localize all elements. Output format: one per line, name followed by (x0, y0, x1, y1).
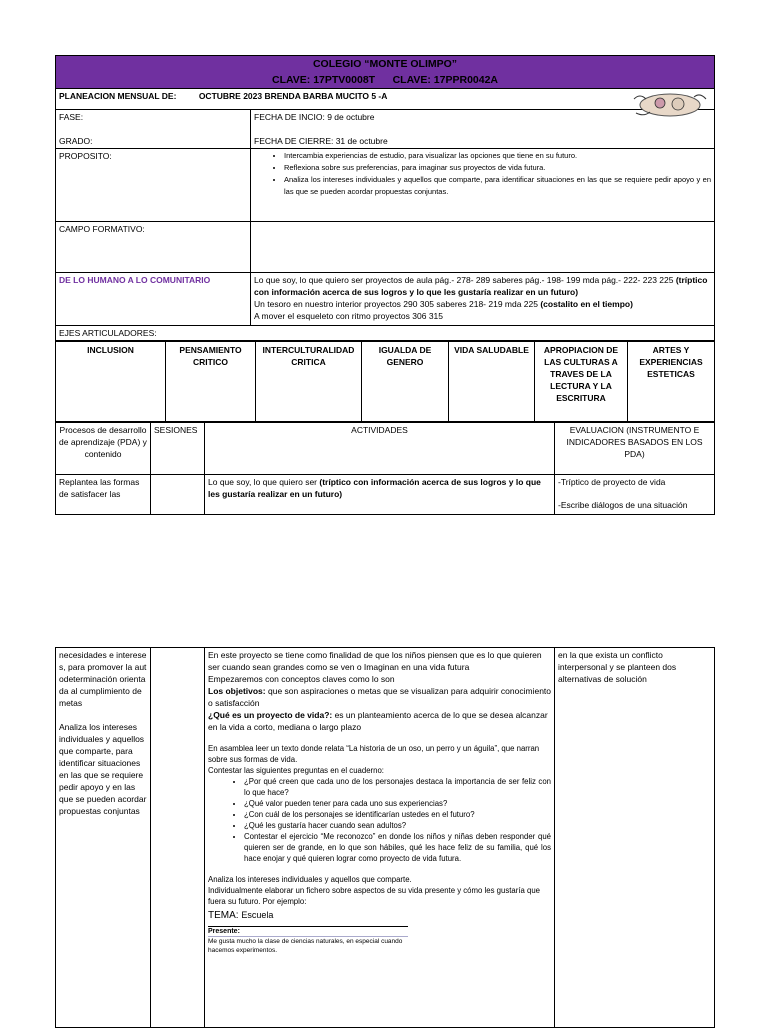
logo-icon (630, 91, 710, 119)
page-1 (55, 55, 714, 515)
tema-label: TEMA: (208, 910, 239, 921)
planning-table (55, 55, 715, 341)
activities-table (55, 422, 715, 515)
col-pda: Procesos de desarrollo de aprendizaje (PDA) y contenido (56, 423, 151, 475)
act-paragraph: Analiza los intereses individuales y aquellos que comparte. (208, 875, 412, 884)
question-item: • Contestar el ejercicio “Me reconozco” en donde los niños y niñas deben responder qué quieren ser de grande, en lo que son hábiles, qué les hace feliz de su familia, qué los hace enojar y qué quieren lograr como proyecto de vida futura. (244, 831, 551, 864)
school-name: COLEGIO “MONTE OLIMPO” (312, 58, 458, 70)
eval-item: -Escribe diálogos de una situación (558, 500, 688, 510)
page2-pda (56, 648, 151, 1028)
page2-sesiones (151, 648, 205, 1028)
campo-label: CAMPO FORMATIVO: (56, 222, 251, 273)
eval-item: -Tríptico de proyecto de vida (558, 477, 666, 487)
fecha-cierre: FECHA DE CIERRE: 31 de octubre (254, 136, 388, 146)
plan-value: OCTUBRE 2023 BRENDA BARBA MUCITO 5 -A (198, 91, 388, 101)
presente-label: Presente: (208, 928, 240, 935)
page-2 (55, 647, 714, 1028)
eje-interculturalidad: INTERCULTURALIDAD CRITICA (256, 342, 362, 422)
act-paragraph: Contestar las siguientes preguntas en el cuaderno: (208, 766, 384, 775)
pda-text: Analiza los intereses individuales y aquellos que comparte, para identificar situaciones en las que se requiere pedir apoyo y en las que se pueden acordar propuestas conjuntas (59, 722, 147, 816)
page2-evaluacion: en la que exista un conflicto interpersonal y se planteen dos alternativas de solución (555, 648, 715, 1028)
proposito-cell (251, 149, 715, 222)
page2-actividades (205, 648, 555, 1028)
question-item: • ¿Con cuál de los personajes se identificarían ustedes en el futuro? (244, 809, 551, 820)
objetivos-def (208, 685, 551, 709)
row1-sesiones (151, 475, 205, 515)
fase-cell (56, 110, 251, 149)
presente-text: Me gusta mucho la clase de ciencias naturales, en especial cuando hacemos experimentos. (208, 936, 408, 955)
row1-evaluacion (555, 475, 715, 515)
proposito-label: PROPOSITO: (56, 149, 251, 222)
proposito-item: • Reflexiona sobre sus preferencias, para imaginar sus proyectos de vida futura. (284, 162, 711, 174)
act-paragraph: En este proyecto se tiene como finalidad de que los niños piensen que es lo que quieren ser cuando sean grandes como se ven o Imaginan en una vida futura (208, 650, 542, 672)
row1-pda: Replantea las formas de satisfacer las (56, 475, 151, 515)
school-keys: CLAVE: 17PTV0008T CLAVE: 17PPR0042A (271, 74, 499, 86)
row1-act-b: (tríptico con información acerca de sus logros y lo que les gustaría realizar en un futuro) (208, 477, 541, 499)
humano-line3: A mover el esqueleto con ritmo proyectos 306 315 (254, 311, 443, 321)
eje-pensamiento: PENSAMIENTO CRITICO (166, 342, 256, 422)
proposito-item: • Analiza los intereses individuales y aquellos que comparte, para identificar situaciones en las que se requiere pedir apoyo y en las que se pueden acordar propuestas conjuntas. (284, 174, 711, 198)
objetivos-text: que son aspiraciones o metas que se visualizan para adquirir conocimiento o satisfacción (208, 686, 552, 708)
grado-label: GRADO: (59, 136, 93, 146)
proposito-list (254, 150, 711, 198)
humano-cell (251, 273, 715, 326)
question-item: • ¿Qué les gustaría hacer cuando sean adultos? (244, 820, 551, 831)
ejes-label: EJES ARTICULADORES: (56, 326, 715, 341)
act-paragraph: Individualmente elaborar un fichero sobre aspectos de su vida presente y cómo les gustaría que fuera su futuro. Por ejemplo: (208, 886, 540, 906)
humano-line2b: (costalito en el tiempo) (540, 299, 633, 309)
fase-label: FASE: (59, 112, 84, 122)
act-paragraph: Empezaremos con conceptos claves como lo son (208, 674, 395, 684)
proposito-item: • Intercambia experiencias de estudio, para visualizar las opciones que tiene en su futuro. (284, 150, 711, 162)
objetivos-label: Los objetivos: (208, 686, 266, 696)
eje-inclusion: INCLUSION (56, 342, 166, 422)
row1-act-a: Lo que soy, lo que quiero ser (208, 477, 320, 487)
question-item: • ¿Por qué creen que cada uno de los personajes destaca la importancia de ser feliz con lo que hace? (244, 776, 551, 798)
example-card (208, 909, 408, 955)
humano-line1b: (tríptico con información acerca de sus logros y lo que les gustaría realizar en un futuro) (254, 275, 708, 297)
plan-row (56, 89, 715, 110)
row1-actividades (205, 475, 555, 515)
proyecto-label: ¿Qué es un proyecto de vida?: (208, 710, 333, 720)
proyecto-text: es un planteamiento acerca de lo que se desea alcanzar en la vida a corto, mediana o largo plazo (208, 710, 548, 732)
humano-label: DE LO HUMANO A LO COMUNITARIO (56, 273, 251, 326)
fecha-inicio: FECHA DE INCIO: 9 de octubre (254, 112, 375, 122)
eje-apropiacion: APROPIACION DE LAS CULTURAS A TRAVES DE LA LECTURA Y LA ESCRITURA (535, 342, 628, 422)
act-paragraph: En asamblea leer un texto donde relata “La historia de un oso, un perro y un águila”, que narran sobre sus formas de vida. (208, 744, 540, 764)
eje-vida-saludable: VIDA SALUDABLE (449, 342, 535, 422)
col-evaluacion: EVALUACION (INSTRUMENTO E INDICADORES BASADOS EN LOS PDA) (555, 423, 715, 475)
plan-label: PLANEACION MENSUAL DE: (59, 91, 177, 101)
school-header (56, 56, 715, 89)
col-actividades: ACTIVIDADES (205, 423, 555, 475)
eje-artes: ARTES Y EXPERIENCIAS ESTETICAS (628, 342, 715, 422)
activities-table-continued (55, 647, 715, 1028)
eje-igualdad: IGUALDA DE GENERO (362, 342, 449, 422)
tema-line (208, 909, 408, 922)
proyecto-def (208, 709, 551, 733)
tema-value: Escuela (241, 910, 274, 920)
pda-text: necesidades e intereses, para promover la autodeterminación orientada al cumplimiento de metas (59, 650, 147, 708)
question-item: • ¿Qué valor pueden tener para cada uno sus experiencias? (244, 798, 551, 809)
humano-line2a: Un tesoro en nuestro interior proyectos 290 305 saberes 218- 219 mda 225 (254, 299, 541, 309)
col-sesiones: SESIONES (151, 423, 205, 475)
campo-value (251, 222, 715, 273)
questions-list (208, 776, 551, 864)
ejes-table (55, 341, 715, 422)
humano-line1a: Lo que soy, lo que quiero ser proyectos de aula pág.- 278- 289 saberes pág.- 198- 199 mda pág.- 222- 223 225 (254, 275, 676, 285)
